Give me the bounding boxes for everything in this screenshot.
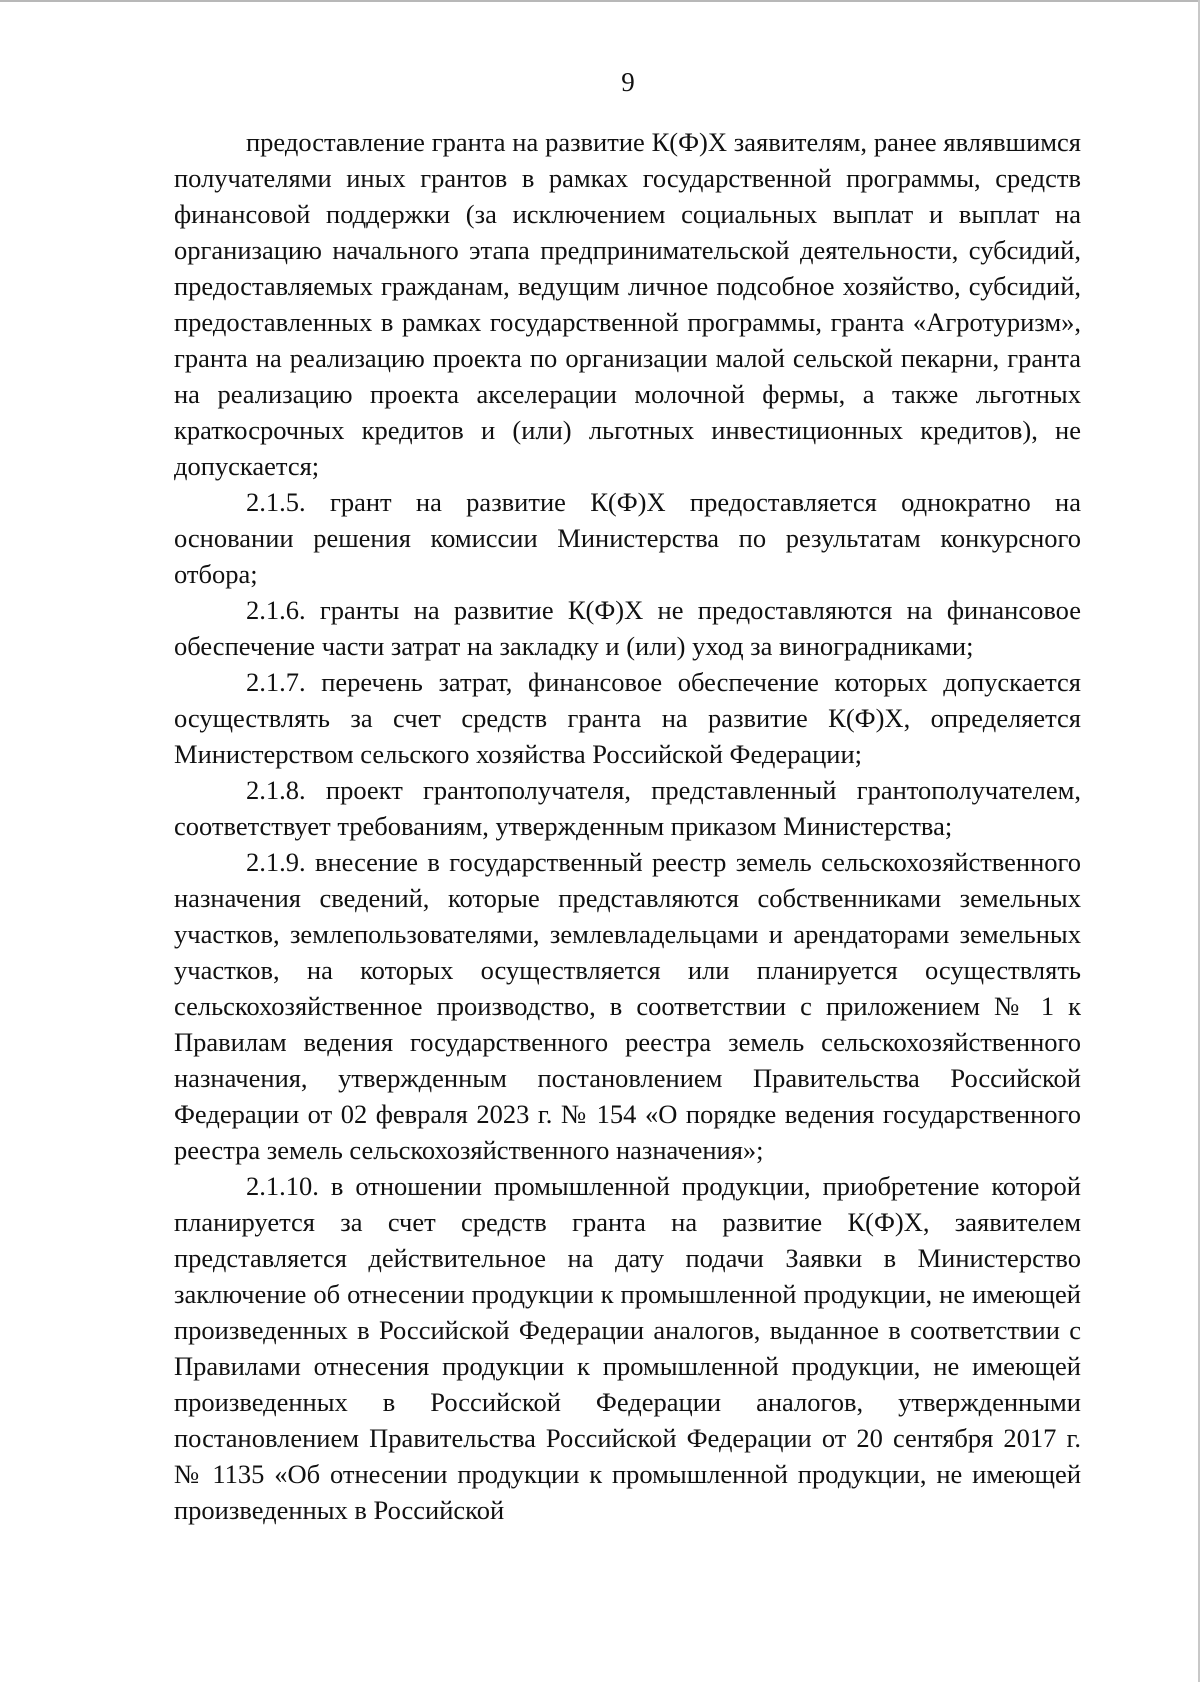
- paragraph-grant-restriction: предоставление гранта на развитие К(Ф)Х заявителям, ранее являвшимся получателями иных грантов в рамках государственной программы, средств финансовой поддержки (за исключением социальных выплат и выплат на организацию начального этапа предпринимательской деятельности, субсидий, предоставляемых гражданам, ведущим личное подсобное хозяйство, субсидий, предоставленных в рамках государственной программы, гранта «Агротуризм», гранта на реализацию проекта по организации малой сельской пекарни, гранта на реализацию проекта акселерации молочной фермы, а также льготных краткосрочных кредитов и (или) льготных инвестиционных кредитов), не допускается;: [174, 127, 1081, 481]
- paragraph-2-1-8: 2.1.8. проект грантополучателя, представленный грантополучателем, соответствует требованиям, утвержденным приказом Министерства;: [174, 775, 1081, 841]
- paragraph-2-1-9: 2.1.9. внесение в государственный реестр земель сельскохозяйственного назначения сведений, которые представляются собственниками земельных участков, землепользователями, землевладельцами и арендаторами земельных участков, на которых осуществляется или планируется осуществлять сельскохозяйственное производство, в соответствии с приложением № 1 к Правилам ведения государственного реестра земель сельскохозяйственного назначения, утвержденным постановлением Правительства Российской Федерации от 02 февраля 2023 г. № 154 «О порядке ведения государственного реестра земель сельскохозяйственного назначения»;: [174, 847, 1081, 1165]
- page-number: 9: [621, 67, 635, 97]
- document-body: [174, 124, 1081, 1528]
- paragraph-2-1-7: 2.1.7. перечень затрат, финансовое обеспечение которых допускается осуществлять за счет средств гранта на развитие К(Ф)Х, определяется Министерством сельского хозяйства Российской Федерации;: [174, 667, 1081, 769]
- paragraph-2-1-10: 2.1.10. в отношении промышленной продукции, приобретение которой планируется за счет средств гранта на развитие К(Ф)Х, заявителем представляется действительное на дату подачи Заявки в Министерство заключение об отнесении продукции к промышленной продукции, не имеющей произведенных в Российской Федерации аналогов, выданное в соответствии с Правилами отнесения продукции к промышленной продукции, не имеющей произведенных в Российской Федерации аналогов, утвержденными постановлением Правительства Российской Федерации от 20 сентября 2017 г. № 1135 «Об отнесении продукции к промышленной продукции, не имеющей произведенных в Российской: [174, 1171, 1081, 1525]
- paragraph-2-1-5: 2.1.5. грант на развитие К(Ф)Х предоставляется однократно на основании решения комиссии Министерства по результатам конкурсного отбора;: [174, 487, 1081, 589]
- paragraph-2-1-6: 2.1.6. гранты на развитие К(Ф)Х не предоставляются на финансовое обеспечение части затрат на закладку и (или) уход за виноградниками;: [174, 595, 1081, 661]
- scan-edge-top: [0, 0, 1200, 2]
